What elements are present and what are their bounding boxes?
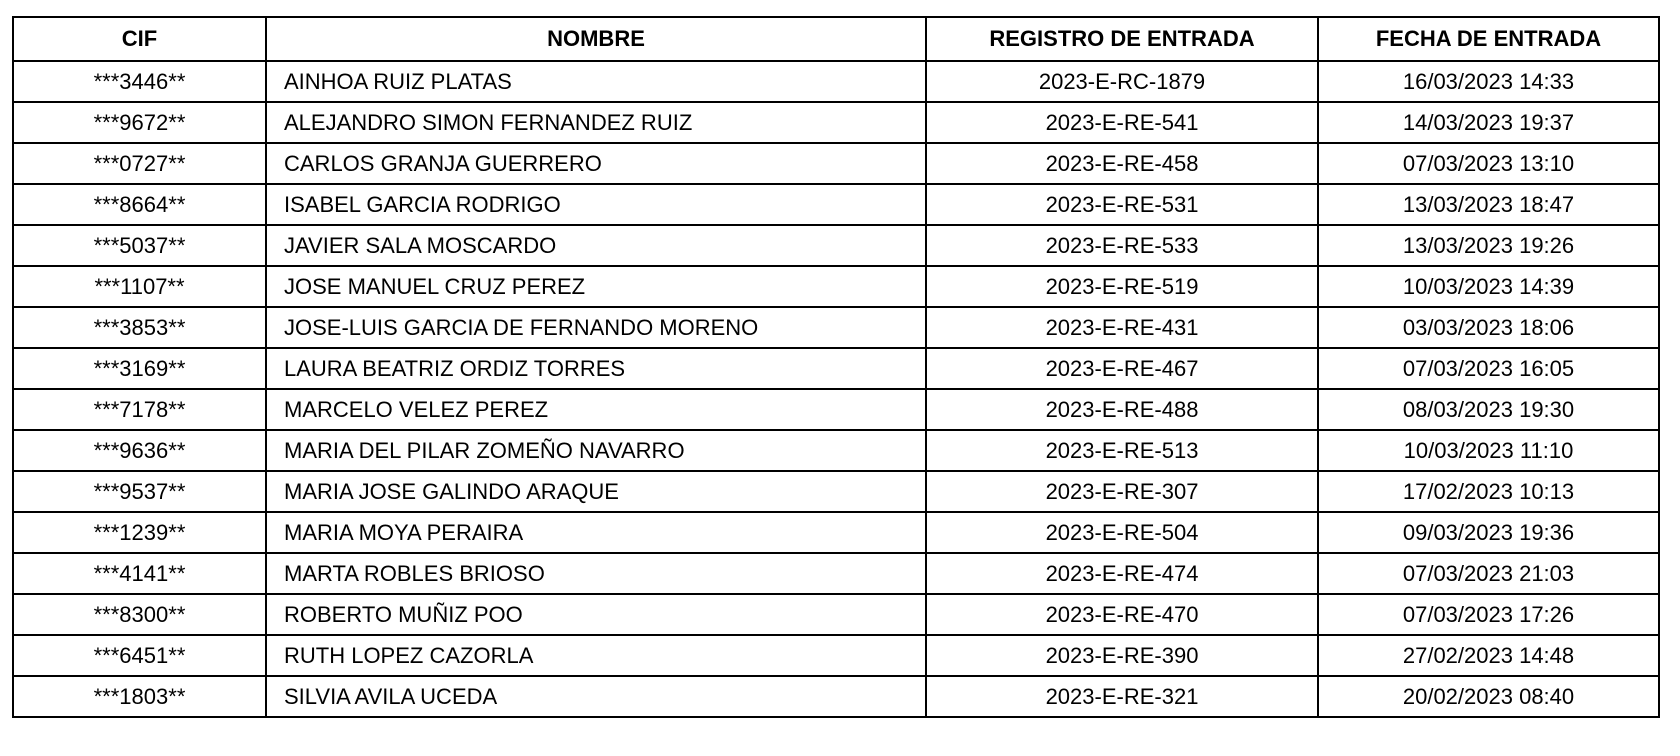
cell-cif: ***4141** [13, 553, 266, 594]
cell-registro: 2023-E-RE-307 [926, 471, 1318, 512]
table-row [13, 594, 1659, 635]
cell-cif: ***6451** [13, 635, 266, 676]
cell-nombre: CARLOS GRANJA GUERRERO [266, 143, 926, 184]
table-row [13, 348, 1659, 389]
cell-fecha: 20/02/2023 08:40 [1318, 676, 1659, 717]
table-header-row [13, 17, 1659, 61]
cell-cif: ***9672** [13, 102, 266, 143]
table-row [13, 102, 1659, 143]
cell-cif: ***0727** [13, 143, 266, 184]
cell-cif: ***9636** [13, 430, 266, 471]
cell-nombre: AINHOA RUIZ PLATAS [266, 61, 926, 102]
table-row [13, 184, 1659, 225]
table-row [13, 266, 1659, 307]
cell-registro: 2023-E-RE-519 [926, 266, 1318, 307]
cell-fecha: 10/03/2023 11:10 [1318, 430, 1659, 471]
cell-nombre: MARIA DEL PILAR ZOMEÑO NAVARRO [266, 430, 926, 471]
table-row [13, 635, 1659, 676]
table-row [13, 143, 1659, 184]
cell-registro: 2023-E-RE-474 [926, 553, 1318, 594]
cell-fecha: 08/03/2023 19:30 [1318, 389, 1659, 430]
cell-cif: ***5037** [13, 225, 266, 266]
cell-fecha: 16/03/2023 14:33 [1318, 61, 1659, 102]
cell-registro: 2023-E-RE-321 [926, 676, 1318, 717]
cell-fecha: 07/03/2023 21:03 [1318, 553, 1659, 594]
cell-registro: 2023-E-RE-467 [926, 348, 1318, 389]
cell-registro: 2023-E-RE-541 [926, 102, 1318, 143]
table-row [13, 553, 1659, 594]
cell-cif: ***3853** [13, 307, 266, 348]
cell-fecha: 07/03/2023 13:10 [1318, 143, 1659, 184]
cell-fecha: 09/03/2023 19:36 [1318, 512, 1659, 553]
cell-fecha: 07/03/2023 16:05 [1318, 348, 1659, 389]
cell-cif: ***7178** [13, 389, 266, 430]
cell-registro: 2023-E-RE-470 [926, 594, 1318, 635]
table-body [13, 61, 1659, 717]
header-fecha: FECHA DE ENTRADA [1318, 17, 1659, 61]
cell-cif: ***1803** [13, 676, 266, 717]
cell-fecha: 10/03/2023 14:39 [1318, 266, 1659, 307]
table-row [13, 512, 1659, 553]
cell-fecha: 17/02/2023 10:13 [1318, 471, 1659, 512]
header-nombre: NOMBRE [266, 17, 926, 61]
cell-nombre: MARTA ROBLES BRIOSO [266, 553, 926, 594]
table-row [13, 471, 1659, 512]
cell-nombre: ISABEL GARCIA RODRIGO [266, 184, 926, 225]
cell-fecha: 13/03/2023 18:47 [1318, 184, 1659, 225]
cell-nombre: MARCELO VELEZ PEREZ [266, 389, 926, 430]
cell-registro: 2023-E-RE-504 [926, 512, 1318, 553]
cell-cif: ***8664** [13, 184, 266, 225]
cell-nombre: ALEJANDRO SIMON FERNANDEZ RUIZ [266, 102, 926, 143]
cell-nombre: RUTH LOPEZ CAZORLA [266, 635, 926, 676]
cell-fecha: 27/02/2023 14:48 [1318, 635, 1659, 676]
cell-fecha: 13/03/2023 19:26 [1318, 225, 1659, 266]
table-row [13, 430, 1659, 471]
cell-cif: ***8300** [13, 594, 266, 635]
cell-registro: 2023-E-RE-431 [926, 307, 1318, 348]
cell-cif: ***3169** [13, 348, 266, 389]
header-cif: CIF [13, 17, 266, 61]
table-row [13, 676, 1659, 717]
cell-registro: 2023-E-RE-531 [926, 184, 1318, 225]
cell-registro: 2023-E-RE-533 [926, 225, 1318, 266]
cell-registro: 2023-E-RC-1879 [926, 61, 1318, 102]
cell-registro: 2023-E-RE-488 [926, 389, 1318, 430]
cell-fecha: 07/03/2023 17:26 [1318, 594, 1659, 635]
cell-cif: ***3446** [13, 61, 266, 102]
table-row [13, 225, 1659, 266]
cell-nombre: JAVIER SALA MOSCARDO [266, 225, 926, 266]
cell-nombre: ROBERTO MUÑIZ POO [266, 594, 926, 635]
cell-fecha: 14/03/2023 19:37 [1318, 102, 1659, 143]
cell-nombre: MARIA MOYA PERAIRA [266, 512, 926, 553]
cell-cif: ***9537** [13, 471, 266, 512]
cell-cif: ***1239** [13, 512, 266, 553]
cell-registro: 2023-E-RE-513 [926, 430, 1318, 471]
cell-registro: 2023-E-RE-390 [926, 635, 1318, 676]
cell-nombre: JOSE-LUIS GARCIA DE FERNANDO MORENO [266, 307, 926, 348]
registry-table [12, 16, 1660, 718]
cell-nombre: JOSE MANUEL CRUZ PEREZ [266, 266, 926, 307]
cell-nombre: MARIA JOSE GALINDO ARAQUE [266, 471, 926, 512]
cell-nombre: LAURA BEATRIZ ORDIZ TORRES [266, 348, 926, 389]
cell-registro: 2023-E-RE-458 [926, 143, 1318, 184]
cell-cif: ***1107** [13, 266, 266, 307]
table-row [13, 307, 1659, 348]
header-registro: REGISTRO DE ENTRADA [926, 17, 1318, 61]
cell-fecha: 03/03/2023 18:06 [1318, 307, 1659, 348]
table-row [13, 389, 1659, 430]
cell-nombre: SILVIA AVILA UCEDA [266, 676, 926, 717]
table-row [13, 61, 1659, 102]
